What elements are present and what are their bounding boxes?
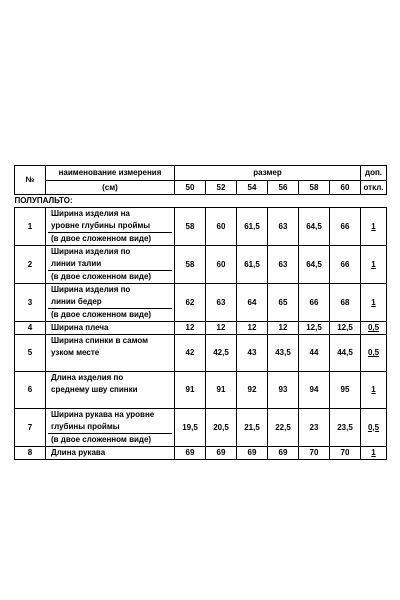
size-value: 63 — [206, 284, 237, 322]
row-number: 7 — [15, 409, 46, 447]
measurement-name-line: линии талии — [51, 259, 102, 268]
size-value: 60 — [206, 208, 237, 246]
measurement-name-line: среднему шву спинки — [51, 385, 138, 394]
size-value: 62 — [175, 284, 206, 322]
measurement-name-line: Длина изделия по — [51, 373, 124, 382]
measurement-name — [46, 246, 175, 284]
measurement-name-main — [48, 284, 172, 308]
size-value: 44 — [299, 335, 330, 372]
row-number: 3 — [15, 284, 46, 322]
header-row-sizes — [15, 181, 387, 195]
size-value: 64 — [237, 284, 268, 322]
table-row — [15, 335, 387, 372]
measurement-name-block — [48, 372, 172, 408]
size-header: 54 — [237, 181, 268, 195]
size-value: 12,5 — [299, 322, 330, 335]
size-value: 23 — [299, 409, 330, 447]
measurement-name-block — [48, 447, 172, 459]
tolerance-cell — [361, 409, 387, 447]
tolerance-cell — [361, 335, 387, 372]
measurement-name-line: глубины проймы — [51, 422, 120, 431]
measurement-name-line: уровне глубины проймы — [51, 221, 151, 230]
measurement-name-line: Ширина плеча — [51, 323, 109, 332]
size-value: 12 — [206, 322, 237, 335]
header-name-line2: (см) — [46, 181, 175, 195]
row-number: 5 — [15, 335, 46, 372]
tolerance-value: 1 — [371, 259, 376, 269]
row-number: 8 — [15, 447, 46, 460]
size-value: 93 — [268, 372, 299, 409]
measurement-name-block — [48, 322, 172, 334]
measurement-name-block — [48, 409, 172, 446]
tolerance-value: 1 — [371, 297, 376, 307]
table-row — [15, 447, 387, 460]
section-title: ПОЛУПАЛЬТО: — [15, 195, 387, 208]
measurement-name-main — [48, 335, 172, 359]
row-number: 2 — [15, 246, 46, 284]
tolerance-cell — [361, 447, 387, 460]
section-row — [15, 195, 387, 208]
size-value: 91 — [175, 372, 206, 409]
size-value: 63 — [268, 246, 299, 284]
header-row — [15, 166, 387, 181]
size-value: 23,5 — [330, 409, 361, 447]
measurement-name-block — [48, 208, 172, 245]
size-value: 70 — [330, 447, 361, 460]
measurement-name-line: Ширина изделия по — [51, 285, 131, 294]
measurement-name-block — [48, 246, 172, 283]
table-row — [15, 208, 387, 246]
measurement-name-block — [48, 284, 172, 321]
measurement-name-note: (в двое сложенном виде) — [48, 232, 172, 245]
size-value: 68 — [330, 284, 361, 322]
size-value: 94 — [299, 372, 330, 409]
tolerance-value: 0,5 — [367, 323, 380, 332]
size-header: 60 — [330, 181, 361, 195]
size-value: 61,5 — [237, 208, 268, 246]
size-value: 22,5 — [268, 409, 299, 447]
measurement-name-note: (в двое сложенном виде) — [48, 308, 172, 321]
table-row — [15, 372, 387, 409]
row-number: 6 — [15, 372, 46, 409]
row-number: 1 — [15, 208, 46, 246]
measurement-name-line: Ширина спинки в самом — [51, 336, 149, 345]
size-value: 12 — [237, 322, 268, 335]
table-row — [15, 322, 387, 335]
header-number: № — [15, 166, 46, 195]
size-value: 12 — [175, 322, 206, 335]
tolerance-value: 0,5 — [367, 422, 380, 432]
size-value: 92 — [237, 372, 268, 409]
table-row — [15, 409, 387, 447]
size-value: 69 — [206, 447, 237, 460]
size-value: 64,5 — [299, 246, 330, 284]
size-value: 66 — [330, 246, 361, 284]
size-value: 63 — [268, 208, 299, 246]
tolerance-cell — [361, 372, 387, 409]
size-value: 66 — [299, 284, 330, 322]
measurement-name — [46, 409, 175, 447]
size-value: 20,5 — [206, 409, 237, 447]
size-value: 70 — [299, 447, 330, 460]
measurement-name — [46, 208, 175, 246]
table-row — [15, 284, 387, 322]
size-value: 60 — [206, 246, 237, 284]
tolerance-cell — [361, 246, 387, 284]
size-value: 19,5 — [175, 409, 206, 447]
measurement-name-line: линии бедер — [51, 297, 102, 306]
measurement-name-block — [48, 335, 172, 371]
size-value: 69 — [268, 447, 299, 460]
size-header: 52 — [206, 181, 237, 195]
measurement-name-main — [48, 447, 172, 459]
tolerance-value: 0,5 — [367, 348, 380, 357]
size-header: 50 — [175, 181, 206, 195]
size-value: 69 — [237, 447, 268, 460]
size-header: 58 — [299, 181, 330, 195]
table-row — [15, 246, 387, 284]
measurement-name-line: узком месте — [51, 348, 100, 357]
size-value: 61,5 — [237, 246, 268, 284]
measurement-name-line: Ширина изделия на — [51, 209, 130, 218]
tolerance-value: 1 — [371, 221, 376, 231]
measurement-name-main — [48, 246, 172, 270]
header-tolerance-line2: откл. — [361, 181, 387, 195]
size-value: 44,5 — [330, 335, 361, 372]
size-value: 42,5 — [206, 335, 237, 372]
tolerance-value: 1 — [371, 385, 376, 394]
measurement-name — [46, 335, 175, 372]
tolerance-cell — [361, 284, 387, 322]
size-value: 21,5 — [237, 409, 268, 447]
size-value: 58 — [175, 208, 206, 246]
size-value: 43 — [237, 335, 268, 372]
measurement-name-main — [48, 208, 172, 232]
size-value: 66 — [330, 208, 361, 246]
size-value: 69 — [175, 447, 206, 460]
header-name-line1: наименование измерения — [46, 166, 175, 181]
tolerance-value: 1 — [371, 448, 376, 457]
size-value: 64,5 — [299, 208, 330, 246]
row-number: 4 — [15, 322, 46, 335]
size-chart — [14, 165, 386, 460]
size-header: 56 — [268, 181, 299, 195]
size-value: 65 — [268, 284, 299, 322]
size-value: 58 — [175, 246, 206, 284]
measurement-name — [46, 284, 175, 322]
size-value: 95 — [330, 372, 361, 409]
size-value: 43,5 — [268, 335, 299, 372]
measurement-name-line: Длина рукава — [51, 448, 106, 457]
size-value: 12 — [268, 322, 299, 335]
measurement-name — [46, 447, 175, 460]
size-value: 42 — [175, 335, 206, 372]
measurement-name — [46, 372, 175, 409]
header-tolerance-line1: доп. — [361, 166, 387, 181]
measurement-name-line: Ширина рукава на уровне — [51, 410, 155, 419]
tolerance-cell — [361, 322, 387, 335]
size-table — [14, 165, 387, 460]
size-value: 12,5 — [330, 322, 361, 335]
tolerance-cell — [361, 208, 387, 246]
measurement-name-note: (в двое сложенном виде) — [48, 433, 172, 446]
measurement-name-line: Ширина изделия по — [51, 247, 131, 256]
size-value: 91 — [206, 372, 237, 409]
header-size: размер — [175, 166, 361, 181]
measurement-name-main — [48, 409, 172, 433]
measurement-name-main — [48, 322, 172, 334]
measurement-name-note: (в двое сложенном виде) — [48, 270, 172, 283]
measurement-name-main — [48, 372, 172, 396]
measurement-name — [46, 322, 175, 335]
